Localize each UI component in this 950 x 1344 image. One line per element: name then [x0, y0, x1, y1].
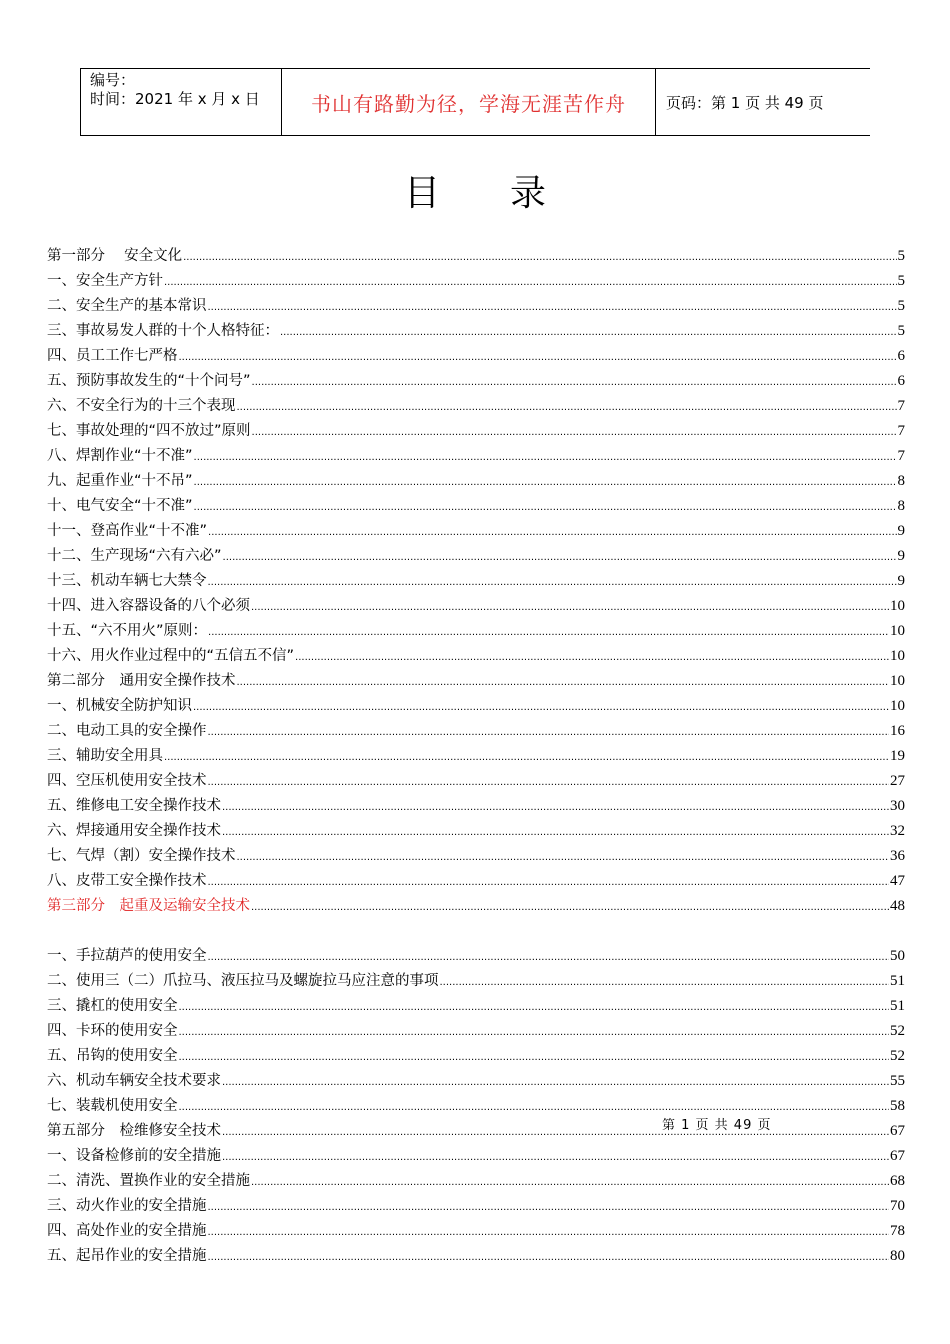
toc-entry[interactable]: [47, 496, 905, 521]
toc-entry-page: 48: [890, 898, 905, 914]
toc-dot-leader: [179, 1023, 890, 1043]
toc-entry-page: 19: [890, 748, 905, 764]
toc-entry-label: 五、吊钩的使用安全: [47, 1048, 178, 1064]
toc-entry[interactable]: [47, 321, 905, 346]
toc-dot-leader: [280, 323, 897, 343]
toc-dot-leader: [194, 448, 897, 468]
toc-entry-page: 10: [890, 673, 905, 689]
toc-entry-label: 四、空压机使用安全技术: [47, 773, 207, 789]
toc-dot-leader: [183, 248, 896, 268]
toc-entry[interactable]: [47, 421, 905, 446]
toc-dot-leader: [440, 973, 890, 993]
toc-entry-label: 十二、生产现场“六有六必”: [47, 548, 222, 564]
toc-entry-page: 10: [890, 598, 905, 614]
toc-entry-page: 70: [890, 1198, 905, 1214]
toc-dot-leader: [208, 523, 896, 543]
toc-dot-leader: [179, 998, 890, 1018]
toc-entry-label: 二、使用三（二）爪拉马、液压拉马及螺旋拉马应注意的事项: [47, 973, 439, 989]
toc-dot-leader: [179, 348, 897, 368]
toc-entry-page: 5: [897, 273, 905, 289]
toc-entry[interactable]: [47, 1146, 905, 1171]
page-info-cell: [656, 69, 870, 135]
toc-entry[interactable]: [47, 971, 905, 996]
toc-dot-leader: [222, 1073, 889, 1093]
toc-entry-label: 八、焊割作业“十不准”: [47, 448, 193, 464]
toc-entry[interactable]: [47, 896, 905, 921]
toc-entry[interactable]: [47, 1246, 905, 1271]
toc-entry-label: 一、机械安全防护知识: [47, 698, 192, 714]
toc-dot-leader: [208, 298, 897, 318]
toc-entry-label: 二、清洗、置换作业的安全措施: [47, 1173, 250, 1189]
toc-entry[interactable]: [47, 596, 905, 621]
toc-entry-page: 32: [890, 823, 905, 839]
toc-dot-leader: [222, 1123, 889, 1143]
toc-dot-leader: [208, 1198, 890, 1218]
toc-entry[interactable]: [47, 646, 905, 671]
toc-entry-page: 67: [890, 1148, 905, 1164]
toc-entry-label: 六、焊接通用安全操作技术: [47, 823, 221, 839]
time-label: 时间：2021 年 x 月 x 日: [90, 90, 260, 108]
toc-dot-leader: [237, 673, 890, 693]
toc-entry-page: 8: [897, 473, 905, 489]
toc-dot-leader: [208, 723, 890, 743]
toc-entry-label: 七、装载机使用安全: [47, 1098, 178, 1114]
toc-entry-page: 52: [890, 1048, 905, 1064]
motto-text: 书山有路勤为径，学海无涯苦作舟: [311, 91, 626, 116]
toc-entry-label: 十、电气安全“十不准”: [47, 498, 193, 514]
footer-page-number: 第 1 页 共 49 页: [662, 1118, 772, 1133]
toc-entry[interactable]: [47, 871, 905, 896]
toc-entry-label: 五、预防事故发生的“十个问号”: [47, 373, 251, 389]
toc-entry-page: 10: [890, 698, 905, 714]
toc-entry-label: 十三、机动车辆七大禁令: [47, 573, 207, 589]
toc-entry-page: 80: [890, 1248, 905, 1264]
toc-dot-leader: [252, 423, 897, 443]
toc-entry[interactable]: [47, 446, 905, 471]
toc-entry[interactable]: [47, 1121, 905, 1146]
toc-entry-page: 58: [890, 1098, 905, 1114]
toc-entry-label: 十四、进入容器设备的八个必须: [47, 598, 250, 614]
toc-entry-page: 30: [890, 798, 905, 814]
page-title: 目录: [403, 173, 616, 214]
toc-entry-label: 九、起重作业“十不吊”: [47, 473, 193, 489]
toc-dot-leader: [208, 873, 890, 893]
toc-entry[interactable]: [47, 571, 905, 596]
toc-dot-leader: [208, 773, 890, 793]
toc-entry-label: 三、事故易发人群的十个人格特征：: [47, 323, 279, 339]
toc-entry-page: 7: [897, 448, 905, 464]
toc-entry-page: 51: [890, 973, 905, 989]
toc-entry-label: 十一、登高作业“十不准”: [47, 523, 208, 539]
toc-entry-label: 第五部分 检维修安全技术: [47, 1123, 221, 1139]
toc-entry-label: 八、皮带工安全操作技术: [47, 873, 207, 889]
toc-entry-label: 四、卡环的使用安全: [47, 1023, 178, 1039]
toc-entry-page: 6: [897, 373, 905, 389]
number-label: 编号：: [90, 71, 136, 89]
toc-entry-page: 47: [890, 873, 905, 889]
toc-entry-label: 五、起吊作业的安全措施: [47, 1248, 207, 1264]
toc-dot-leader: [208, 1248, 890, 1268]
toc-dot-leader: [237, 398, 897, 418]
toc-entry-label: 五、维修电工安全操作技术: [47, 798, 221, 814]
toc-entry[interactable]: [47, 671, 905, 696]
toc-entry-label: 三、动火作业的安全措施: [47, 1198, 207, 1214]
toc-entry[interactable]: [47, 771, 905, 796]
toc-dot-leader: [208, 623, 889, 643]
header-table: [80, 68, 870, 136]
toc-entry-label: 一、手拉葫芦的使用安全: [47, 948, 207, 964]
toc-entry[interactable]: [47, 946, 905, 971]
toc-dot-leader: [237, 848, 890, 868]
toc-entry-page: 7: [897, 423, 905, 439]
toc-entry[interactable]: [47, 996, 905, 1021]
toc-entry-label: 第三部分 起重及运输安全技术: [47, 898, 250, 914]
toc-entry-label: 六、机动车辆安全技术要求: [47, 1073, 221, 1089]
toc-entry-page: 27: [890, 773, 905, 789]
toc-entry[interactable]: [47, 1046, 905, 1071]
toc-entry-label: 十六、用火作业过程中的“五信五不信”: [47, 648, 295, 664]
toc-entry[interactable]: [47, 721, 905, 746]
toc-entry-page: 50: [890, 948, 905, 964]
toc-entry-label: 第二部分 通用安全操作技术: [47, 673, 236, 689]
toc-dot-leader: [251, 598, 889, 618]
toc-dot-leader: [164, 273, 897, 293]
toc-entry-page: 78: [890, 1223, 905, 1239]
toc-spacer: [47, 921, 905, 946]
motto-cell: [282, 69, 656, 135]
toc-entry[interactable]: [47, 746, 905, 771]
toc-entry-label: 二、电动工具的安全操作: [47, 723, 207, 739]
toc-entry-page: 55: [890, 1073, 905, 1089]
toc-dot-leader: [223, 548, 897, 568]
toc-entry-page: 68: [890, 1173, 905, 1189]
toc-entry-label: 第一部分 安全文化: [47, 248, 183, 264]
toc-entry-label: 七、事故处理的“四不放过”原则: [47, 423, 251, 439]
toc-entry-label: 七、气焊（割）安全操作技术: [47, 848, 236, 864]
toc-dot-leader: [222, 798, 889, 818]
toc-entry-page: 7: [897, 398, 905, 414]
toc-entry[interactable]: [47, 271, 905, 296]
toc-dot-leader: [194, 498, 897, 518]
toc-entry-label: 四、高处作业的安全措施: [47, 1223, 207, 1239]
toc-entry-page: 16: [890, 723, 905, 739]
toc-dot-leader: [179, 1048, 890, 1068]
toc-entry[interactable]: [47, 1171, 905, 1196]
toc-entry[interactable]: [47, 621, 905, 646]
toc-entry-page: 67: [890, 1123, 905, 1139]
toc-entry[interactable]: [47, 796, 905, 821]
toc-dot-leader: [222, 1148, 889, 1168]
toc-entry[interactable]: [47, 296, 905, 321]
toc-dot-leader: [251, 898, 889, 918]
toc-entry-page: 36: [890, 848, 905, 864]
toc-entry-label: 三、撬杠的使用安全: [47, 998, 178, 1014]
toc-entry[interactable]: [47, 1221, 905, 1246]
toc-entry[interactable]: [47, 471, 905, 496]
toc-entry[interactable]: [47, 396, 905, 421]
toc-dot-leader: [193, 698, 889, 718]
toc-entry[interactable]: [47, 521, 905, 546]
toc-entry[interactable]: [47, 246, 905, 271]
toc-entry-page: 6: [897, 348, 905, 364]
toc-entry-page: 5: [897, 323, 905, 339]
toc-dot-leader: [251, 1173, 889, 1193]
toc-entry-page: 5: [897, 298, 905, 314]
toc-entry[interactable]: [47, 546, 905, 571]
toc-dot-leader: [164, 748, 889, 768]
toc-entry-page: 10: [890, 623, 905, 639]
toc-dot-leader: [295, 648, 889, 668]
toc-entry-page: 5: [897, 248, 905, 264]
toc-entry-page: 9: [897, 548, 905, 564]
toc-entry-label: 十五、“六不用火”原则：: [47, 623, 208, 639]
toc-entry-label: 一、设备检修前的安全措施: [47, 1148, 221, 1164]
toc-entry-label: 四、员工工作七严格: [47, 348, 178, 364]
page-info-text: 页码：第 1 页 共 49 页: [666, 93, 824, 112]
toc-entry-page: 51: [890, 998, 905, 1014]
toc-entry-page: 10: [890, 648, 905, 664]
toc-entry[interactable]: [47, 346, 905, 371]
toc-entry[interactable]: [47, 1071, 905, 1096]
toc-entry-page: 9: [897, 523, 905, 539]
toc-dot-leader: [194, 473, 897, 493]
toc-entry-page: 52: [890, 1023, 905, 1039]
toc-entry[interactable]: [47, 821, 905, 846]
toc-entry-page: 9: [897, 573, 905, 589]
toc-entry[interactable]: [47, 1096, 905, 1121]
toc-entry-page: 8: [897, 498, 905, 514]
header-meta-cell: [81, 69, 282, 135]
toc-dot-leader: [208, 1223, 890, 1243]
toc-dot-leader: [208, 948, 890, 968]
toc-entry[interactable]: [47, 696, 905, 721]
toc-entry-label: 三、辅助安全用具: [47, 748, 163, 764]
toc-entry[interactable]: [47, 371, 905, 396]
toc-entry[interactable]: [47, 1021, 905, 1046]
toc-entry-label: 二、安全生产的基本常识: [47, 298, 207, 314]
toc-entry[interactable]: [47, 846, 905, 871]
toc-entry[interactable]: [47, 1196, 905, 1221]
toc-dot-leader: [208, 573, 897, 593]
toc-entry-label: 六、不安全行为的十三个表现: [47, 398, 236, 414]
toc-dot-leader: [179, 1098, 890, 1118]
toc-dot-leader: [222, 823, 889, 843]
toc-entry-label: 一、安全生产方针: [47, 273, 163, 289]
table-of-contents: [47, 246, 905, 1271]
toc-dot-leader: [252, 373, 897, 393]
